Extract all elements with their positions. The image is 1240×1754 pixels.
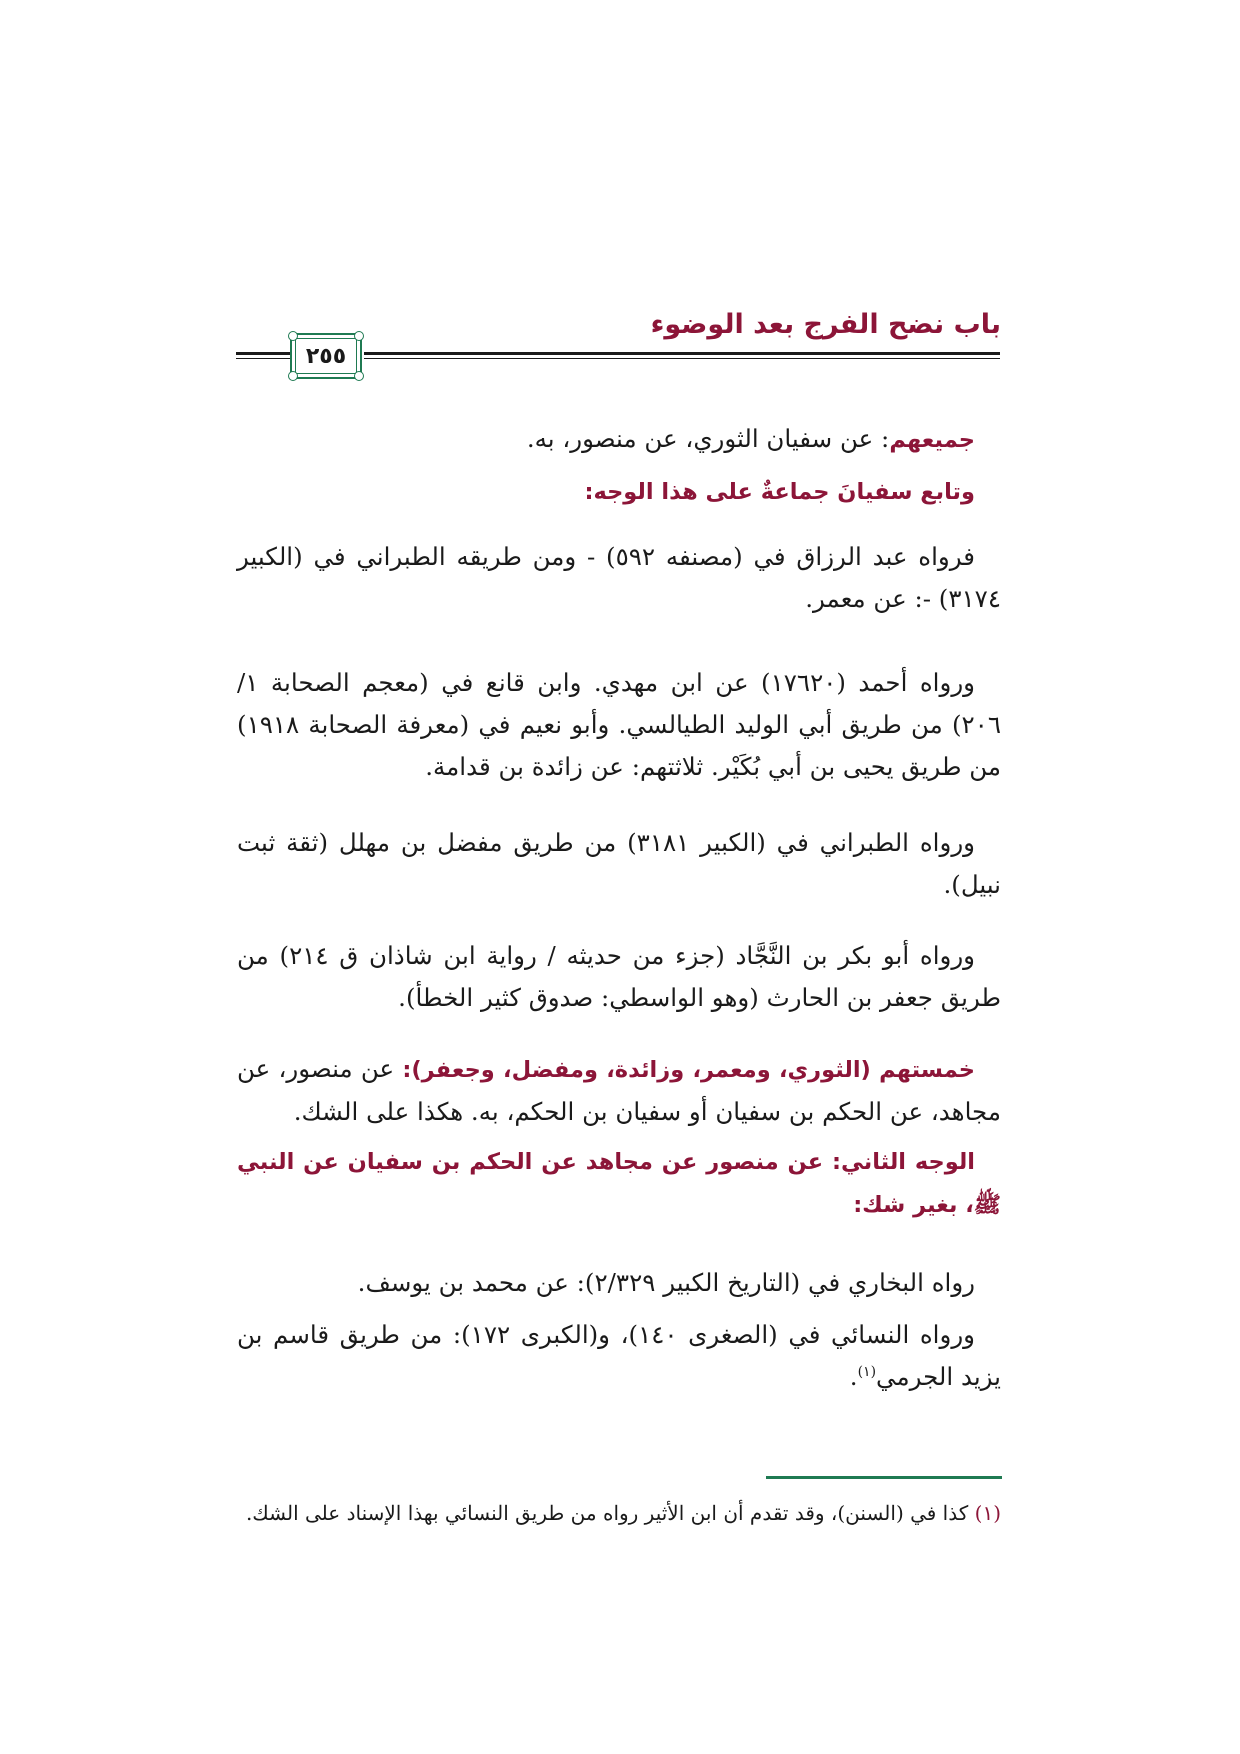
footnote-text: كذا في (السنن)، وقد تقدم أن ابن الأثير رواه من طريق النسائي بهذا الإسناد على الشك. bbox=[245, 1501, 975, 1525]
header-rule-thick bbox=[364, 352, 1000, 355]
page-number: ٢٥٥ bbox=[305, 343, 347, 369]
footnote-separator bbox=[766, 1476, 1002, 1479]
paragraph-five-narrators bbox=[237, 1048, 1001, 1133]
frame-ornament-icon bbox=[354, 371, 364, 381]
section-heading-followers-text: وتابع سفيانَ جماعةٌ على هذا الوجه: bbox=[584, 479, 975, 505]
frame-ornament-icon bbox=[354, 331, 364, 341]
header-rule-thin bbox=[364, 358, 1000, 359]
paragraph-tabarani-text: ورواه الطبراني في (الكبير ٣١٨١) من طريق مفضل بن مهلل (ثقة ثبت نبيل). bbox=[237, 828, 1001, 899]
paragraph-nasai bbox=[237, 1314, 1001, 1398]
page-number-frame bbox=[290, 333, 362, 379]
frame-ornament-icon bbox=[288, 331, 298, 341]
frame-ornament-icon bbox=[288, 371, 298, 381]
paragraph-najjad bbox=[237, 935, 1001, 1019]
paragraph-1 bbox=[237, 418, 1001, 461]
running-header-title: باب نضح الفرج بعد الوضوء bbox=[650, 309, 1001, 340]
paragraph-five-narrators-lead: خمستهم (الثوري، ومعمر، وزائدة، ومفضل، وجعفر): bbox=[402, 1057, 975, 1083]
footnote-number: (١) bbox=[974, 1501, 1001, 1525]
paragraph-ahmad-text: ورواه أحمد (١٧٦٢٠) عن ابن مهدي. وابن قانع في (معجم الصحابة ١/ ٢٠٦) من طريق أبي الوليد الطيالسي. وأبو نعيم في (معرفة الصحابة ١٩١٨) من طريق يحيى بن أبي بُكَيْر. ثلاثتهم: عن زائدة بن قدامة. bbox=[237, 668, 1001, 781]
section-heading-second-way bbox=[237, 1140, 1001, 1226]
paragraph-najjad-text: ورواه أبو بكر بن النَّجَّاد (جزء من حديثه / رواية ابن شاذان ق ٢١٤) من طريق جعفر بن الحارث (وهو الواسطي: صدوق كثير الخطأ). bbox=[237, 941, 1001, 1012]
header-rule-left-thin bbox=[236, 358, 290, 359]
paragraph-tabarani bbox=[237, 822, 1001, 906]
paragraph-nasai-text: ورواه النسائي في (الصغرى ١٤٠)، و(الكبرى ١٧٢): من طريق قاسم بن يزيد الجرمي bbox=[237, 1320, 1001, 1391]
footnote-reference: (١) bbox=[857, 1363, 877, 1380]
paragraph-1-text: : عن سفيان الثوري، عن منصور، به. bbox=[526, 424, 890, 453]
paragraph-bukhari bbox=[237, 1262, 1001, 1304]
paragraph-ahmad bbox=[237, 662, 1001, 788]
paragraph-nasai-end: . bbox=[849, 1362, 858, 1391]
footnote bbox=[237, 1494, 1001, 1532]
paragraph-abd-alrazzaq-text: فرواه عبد الرزاق في (مصنفه ٥٩٢) - ومن طريقه الطبراني في (الكبير ٣١٧٤) -: عن معمر. bbox=[237, 542, 1001, 613]
paragraph-1-lead: جميعهم bbox=[889, 427, 975, 453]
paragraph-abd-alrazzaq bbox=[237, 536, 1001, 620]
paragraph-bukhari-text: رواه البخاري في (التاريخ الكبير ٢/٣٢٩): عن محمد بن يوسف. bbox=[357, 1268, 975, 1297]
section-heading-second-way-text: الوجه الثاني: عن منصور عن مجاهد عن الحكم بن سفيان عن النبي ﷺ، بغير شك: bbox=[237, 1149, 1001, 1218]
paragraph-five-narrators-text: عن منصور، عن مجاهد، عن الحكم بن سفيان أو سفيان بن الحكم، به. هكذا على الشك. bbox=[237, 1054, 1001, 1126]
header-rule-left-thick bbox=[236, 352, 290, 355]
section-heading-followers bbox=[237, 470, 1001, 513]
